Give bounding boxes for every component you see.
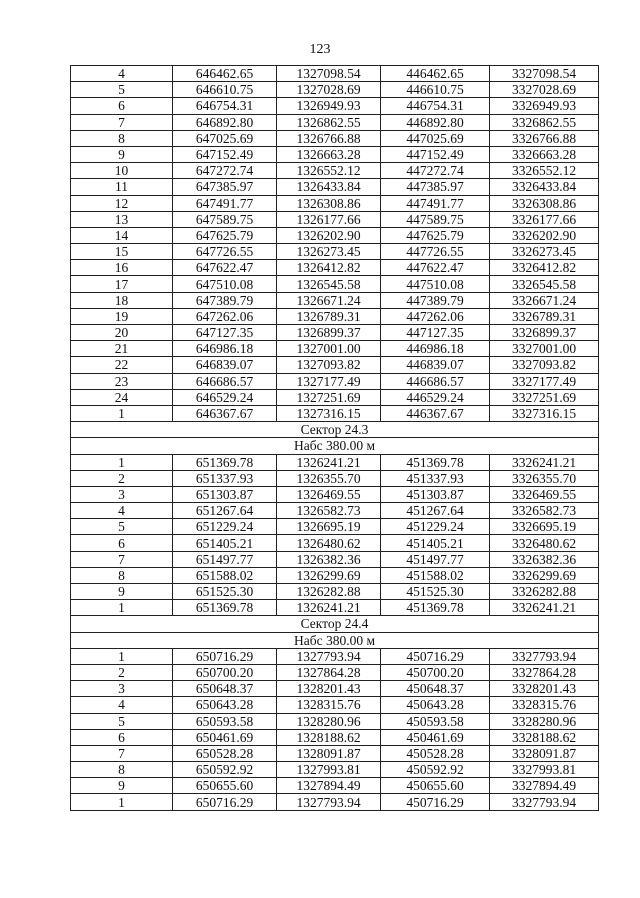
point-number-cell: 9: [71, 778, 173, 794]
coordinate-cell: 3326552.12: [490, 163, 599, 179]
coordinate-cell: 451303.87: [381, 486, 490, 502]
coordinate-cell: 647491.77: [173, 195, 277, 211]
coordinate-cell: 3327993.81: [490, 762, 599, 778]
coordinate-cell: 650700.20: [173, 664, 277, 680]
coordinate-cell: 1327093.82: [277, 357, 381, 373]
point-number-cell: 14: [71, 227, 173, 243]
coordinate-cell: 447622.47: [381, 260, 490, 276]
coordinate-cell: 646610.75: [173, 82, 277, 98]
coordinate-cell: 647152.49: [173, 146, 277, 162]
table-row: [71, 486, 599, 502]
coordinate-cell: 1326355.70: [277, 470, 381, 486]
coordinate-cell: 447262.06: [381, 308, 490, 324]
coordinate-cell: 447589.75: [381, 211, 490, 227]
coordinate-cell: 447025.69: [381, 130, 490, 146]
coordinate-cell: 450643.28: [381, 697, 490, 713]
coordinate-cell: 446367.67: [381, 405, 490, 421]
coordinate-cell: 3326241.21: [490, 454, 599, 470]
point-number-cell: 9: [71, 146, 173, 162]
coordinate-cell: 650648.37: [173, 681, 277, 697]
point-number-cell: 6: [71, 98, 173, 114]
sector-title: Сектор 24.4: [71, 616, 599, 632]
coordinate-cell: 3326545.58: [490, 276, 599, 292]
point-number-cell: 1: [71, 794, 173, 810]
table-row: [71, 276, 599, 292]
coordinate-cell: 647625.79: [173, 227, 277, 243]
coordinate-cell: 1327098.54: [277, 66, 381, 82]
coordinate-cell: 1327001.00: [277, 341, 381, 357]
table-row: [71, 664, 599, 680]
point-number-cell: 21: [71, 341, 173, 357]
coordinate-cell: 447491.77: [381, 195, 490, 211]
point-number-cell: 13: [71, 211, 173, 227]
table-row: [71, 373, 599, 389]
coordinate-cell: 3326862.55: [490, 114, 599, 130]
coordinate-cell: 650592.92: [173, 762, 277, 778]
point-number-cell: 12: [71, 195, 173, 211]
table-row: [71, 551, 599, 567]
coordinate-cell: 651369.78: [173, 600, 277, 616]
coordinate-cell: 651267.64: [173, 503, 277, 519]
coordinate-cell: 3326766.88: [490, 130, 599, 146]
point-number-cell: 11: [71, 179, 173, 195]
coordinate-cell: 650716.29: [173, 794, 277, 810]
coordinate-cell: 3327093.82: [490, 357, 599, 373]
table-row: [71, 762, 599, 778]
coordinate-cell: 446462.65: [381, 66, 490, 82]
coordinate-cell: 651497.77: [173, 551, 277, 567]
coordinate-cell: 650643.28: [173, 697, 277, 713]
coordinate-cell: 446839.07: [381, 357, 490, 373]
coordinate-cell: 1327028.69: [277, 82, 381, 98]
point-number-cell: 7: [71, 745, 173, 761]
table-row: [71, 163, 599, 179]
point-number-cell: 7: [71, 114, 173, 130]
coordinate-cell: 3327793.94: [490, 648, 599, 664]
table-row: [71, 325, 599, 341]
coordinate-cell: 3326282.88: [490, 584, 599, 600]
coordinate-cell: 646367.67: [173, 405, 277, 421]
coordinate-cell: 646839.07: [173, 357, 277, 373]
table-row: [71, 648, 599, 664]
coordinate-cell: 1326282.88: [277, 584, 381, 600]
point-number-cell: 8: [71, 762, 173, 778]
table-row: [71, 195, 599, 211]
point-number-cell: 4: [71, 503, 173, 519]
coordinate-cell: 1326862.55: [277, 114, 381, 130]
coordinate-cell: 451369.78: [381, 600, 490, 616]
table-row: [71, 745, 599, 761]
coordinate-cell: 1328201.43: [277, 681, 381, 697]
coordinate-cell: 1327177.49: [277, 373, 381, 389]
coordinate-cell: 647262.06: [173, 308, 277, 324]
coordinate-cell: 647510.08: [173, 276, 277, 292]
coordinate-cell: 651405.21: [173, 535, 277, 551]
point-number-cell: 1: [71, 405, 173, 421]
point-number-cell: 17: [71, 276, 173, 292]
table-row: [71, 729, 599, 745]
point-number-cell: 7: [71, 551, 173, 567]
coordinate-cell: 3328091.87: [490, 745, 599, 761]
coordinate-cell: 647726.55: [173, 244, 277, 260]
coordinate-cell: 651229.24: [173, 519, 277, 535]
coordinate-cell: 3326789.31: [490, 308, 599, 324]
point-number-cell: 1: [71, 648, 173, 664]
coordinate-cell: 1327894.49: [277, 778, 381, 794]
coordinate-cell: 3326949.93: [490, 98, 599, 114]
point-number-cell: 1: [71, 454, 173, 470]
coordinate-cell: 3327028.69: [490, 82, 599, 98]
coordinate-cell: 3326241.21: [490, 600, 599, 616]
point-number-cell: 2: [71, 470, 173, 486]
coordinate-cell: 1326241.21: [277, 454, 381, 470]
coordinate-cell: 650655.60: [173, 778, 277, 794]
sector-title-row: [71, 422, 599, 438]
table-row: [71, 713, 599, 729]
table-row: [71, 292, 599, 308]
coordinate-cell: 1326273.45: [277, 244, 381, 260]
table-row: [71, 227, 599, 243]
coordinate-cell: 446686.57: [381, 373, 490, 389]
coordinate-cell: 3328188.62: [490, 729, 599, 745]
coordinate-cell: 1326789.31: [277, 308, 381, 324]
table-row: [71, 778, 599, 794]
point-number-cell: 6: [71, 729, 173, 745]
coordinate-cell: 450655.60: [381, 778, 490, 794]
point-number-cell: 2: [71, 664, 173, 680]
coordinate-cell: 650528.28: [173, 745, 277, 761]
coordinate-cell: 1326202.90: [277, 227, 381, 243]
coordinate-cell: 450700.20: [381, 664, 490, 680]
coordinate-cell: 1327251.69: [277, 389, 381, 405]
coordinate-cell: 450528.28: [381, 745, 490, 761]
point-number-cell: 20: [71, 325, 173, 341]
coordinate-cell: 651303.87: [173, 486, 277, 502]
point-number-cell: 6: [71, 535, 173, 551]
table-row: [71, 130, 599, 146]
coordinate-cell: 647127.35: [173, 325, 277, 341]
coordinate-cell: 3327316.15: [490, 405, 599, 421]
table-row: [71, 66, 599, 82]
table-row: [71, 681, 599, 697]
coordinate-cell: 446610.75: [381, 82, 490, 98]
page-number: 123: [309, 42, 331, 57]
table-row: [71, 405, 599, 421]
coordinates-table-body: [71, 66, 599, 811]
table-row: [71, 82, 599, 98]
coordinate-cell: 447272.74: [381, 163, 490, 179]
coordinate-cell: 447127.35: [381, 325, 490, 341]
coordinate-cell: 646462.65: [173, 66, 277, 82]
table-row: [71, 341, 599, 357]
coordinate-cell: 451525.30: [381, 584, 490, 600]
coordinate-cell: 651588.02: [173, 567, 277, 583]
coordinate-cell: 3326308.86: [490, 195, 599, 211]
sector-altitude: Набс 380.00 м: [71, 632, 599, 648]
coordinate-cell: 3326480.62: [490, 535, 599, 551]
coordinate-cell: 647025.69: [173, 130, 277, 146]
table-row: [71, 308, 599, 324]
coordinate-cell: 651369.78: [173, 454, 277, 470]
point-number-cell: 5: [71, 82, 173, 98]
coordinate-cell: 650461.69: [173, 729, 277, 745]
table-row: [71, 519, 599, 535]
coordinate-cell: 3327793.94: [490, 794, 599, 810]
coordinate-cell: 1326382.36: [277, 551, 381, 567]
coordinate-cell: 3326382.36: [490, 551, 599, 567]
point-number-cell: 18: [71, 292, 173, 308]
coordinate-cell: 451369.78: [381, 454, 490, 470]
point-number-cell: 24: [71, 389, 173, 405]
coordinate-cell: 450648.37: [381, 681, 490, 697]
coordinate-cell: 447726.55: [381, 244, 490, 260]
coordinate-cell: 1326433.84: [277, 179, 381, 195]
coordinate-cell: 3326695.19: [490, 519, 599, 535]
table-row: [71, 454, 599, 470]
coordinate-cell: 447385.97: [381, 179, 490, 195]
sector-title: Сектор 24.3: [71, 422, 599, 438]
coordinate-cell: 450716.29: [381, 648, 490, 664]
point-number-cell: 8: [71, 130, 173, 146]
coordinate-cell: 447510.08: [381, 276, 490, 292]
coordinate-cell: 1327793.94: [277, 794, 381, 810]
coordinate-cell: 446529.24: [381, 389, 490, 405]
coordinate-cell: 1326582.73: [277, 503, 381, 519]
table-row: [71, 211, 599, 227]
coordinate-cell: 651525.30: [173, 584, 277, 600]
coordinate-cell: 1328188.62: [277, 729, 381, 745]
coordinate-cell: 1327864.28: [277, 664, 381, 680]
coordinate-cell: 1326412.82: [277, 260, 381, 276]
coordinate-cell: 1326545.58: [277, 276, 381, 292]
table-row: [71, 179, 599, 195]
table-row: [71, 584, 599, 600]
table-row: [71, 503, 599, 519]
coordinate-cell: 651337.93: [173, 470, 277, 486]
table-row: [71, 389, 599, 405]
coordinate-cell: 3326177.66: [490, 211, 599, 227]
coordinate-cell: 3326582.73: [490, 503, 599, 519]
coordinate-cell: 1327993.81: [277, 762, 381, 778]
coordinate-cell: 647385.97: [173, 179, 277, 195]
coordinate-cell: 1326766.88: [277, 130, 381, 146]
coordinate-cell: 451497.77: [381, 551, 490, 567]
coordinate-cell: 646754.31: [173, 98, 277, 114]
coordinate-cell: 1326299.69: [277, 567, 381, 583]
point-number-cell: 5: [71, 713, 173, 729]
coordinate-cell: 451405.21: [381, 535, 490, 551]
table-row: [71, 244, 599, 260]
coordinate-cell: 450593.58: [381, 713, 490, 729]
coordinate-cell: 3327864.28: [490, 664, 599, 680]
coordinate-cell: 3326433.84: [490, 179, 599, 195]
sector-title-row: [71, 616, 599, 632]
sector-altitude-row: [71, 632, 599, 648]
table-row: [71, 697, 599, 713]
coordinate-cell: 1326469.55: [277, 486, 381, 502]
coordinate-cell: 451337.93: [381, 470, 490, 486]
coordinate-cell: 450716.29: [381, 794, 490, 810]
coordinate-cell: 3327177.49: [490, 373, 599, 389]
coordinate-cell: 3326273.45: [490, 244, 599, 260]
coordinate-cell: 1326949.93: [277, 98, 381, 114]
table-row: [71, 357, 599, 373]
sector-altitude-row: [71, 438, 599, 454]
coordinate-cell: 650593.58: [173, 713, 277, 729]
coordinate-cell: 650716.29: [173, 648, 277, 664]
coordinate-cell: 451229.24: [381, 519, 490, 535]
coordinate-cell: 3328315.76: [490, 697, 599, 713]
coordinate-cell: 447389.79: [381, 292, 490, 308]
coordinate-cell: 1327316.15: [277, 405, 381, 421]
table-row: [71, 600, 599, 616]
coordinate-cell: 646892.80: [173, 114, 277, 130]
coordinate-cell: 450461.69: [381, 729, 490, 745]
coordinate-cell: 3326469.55: [490, 486, 599, 502]
coordinate-cell: 447152.49: [381, 146, 490, 162]
coordinate-cell: 1327793.94: [277, 648, 381, 664]
coordinate-cell: 3326412.82: [490, 260, 599, 276]
table-row: [71, 567, 599, 583]
coordinate-cell: 1326899.37: [277, 325, 381, 341]
point-number-cell: 4: [71, 66, 173, 82]
coordinate-cell: 3327251.69: [490, 389, 599, 405]
point-number-cell: 16: [71, 260, 173, 276]
coordinate-cell: 446892.80: [381, 114, 490, 130]
coordinate-cell: 3326663.28: [490, 146, 599, 162]
table-row: [71, 794, 599, 810]
coordinate-cell: 647272.74: [173, 163, 277, 179]
point-number-cell: 3: [71, 486, 173, 502]
coordinate-cell: 3326299.69: [490, 567, 599, 583]
coordinate-cell: 3326899.37: [490, 325, 599, 341]
table-row: [71, 114, 599, 130]
coordinate-cell: 647622.47: [173, 260, 277, 276]
coordinate-cell: 647389.79: [173, 292, 277, 308]
coordinate-cell: 646686.57: [173, 373, 277, 389]
coordinate-cell: 1328280.96: [277, 713, 381, 729]
coordinate-cell: 646986.18: [173, 341, 277, 357]
coordinate-cell: 1328315.76: [277, 697, 381, 713]
coordinate-cell: 646529.24: [173, 389, 277, 405]
coordinate-cell: 3328280.96: [490, 713, 599, 729]
coordinate-cell: 447625.79: [381, 227, 490, 243]
coordinate-cell: 1326241.21: [277, 600, 381, 616]
point-number-cell: 23: [71, 373, 173, 389]
coordinate-cell: 446754.31: [381, 98, 490, 114]
coordinate-cell: 3328201.43: [490, 681, 599, 697]
coordinate-cell: 1326671.24: [277, 292, 381, 308]
coordinate-cell: 3326671.24: [490, 292, 599, 308]
point-number-cell: 15: [71, 244, 173, 260]
sector-altitude: Набс 380.00 м: [71, 438, 599, 454]
coordinate-cell: 3327001.00: [490, 341, 599, 357]
coordinates-table: [70, 65, 599, 811]
point-number-cell: 8: [71, 567, 173, 583]
coordinate-cell: 1326663.28: [277, 146, 381, 162]
coordinate-cell: 3326202.90: [490, 227, 599, 243]
coordinate-cell: 3326355.70: [490, 470, 599, 486]
coordinate-cell: 1326552.12: [277, 163, 381, 179]
coordinate-cell: 647589.75: [173, 211, 277, 227]
coordinate-cell: 451267.64: [381, 503, 490, 519]
point-number-cell: 19: [71, 308, 173, 324]
coordinate-cell: 3327894.49: [490, 778, 599, 794]
coordinate-cell: 1328091.87: [277, 745, 381, 761]
point-number-cell: 1: [71, 600, 173, 616]
coordinate-cell: 450592.92: [381, 762, 490, 778]
coordinate-cell: 1326695.19: [277, 519, 381, 535]
table-row: [71, 146, 599, 162]
coordinate-cell: 3327098.54: [490, 66, 599, 82]
table-row: [71, 98, 599, 114]
coordinate-cell: 446986.18: [381, 341, 490, 357]
coordinate-cell: 1326308.86: [277, 195, 381, 211]
point-number-cell: 4: [71, 697, 173, 713]
coordinate-cell: 1326480.62: [277, 535, 381, 551]
coordinates-sheet: [70, 65, 598, 811]
point-number-cell: 3: [71, 681, 173, 697]
coordinate-cell: 451588.02: [381, 567, 490, 583]
point-number-cell: 5: [71, 519, 173, 535]
point-number-cell: 9: [71, 584, 173, 600]
table-row: [71, 470, 599, 486]
table-row: [71, 535, 599, 551]
table-row: [71, 260, 599, 276]
point-number-cell: 22: [71, 357, 173, 373]
coordinate-cell: 1326177.66: [277, 211, 381, 227]
point-number-cell: 10: [71, 163, 173, 179]
